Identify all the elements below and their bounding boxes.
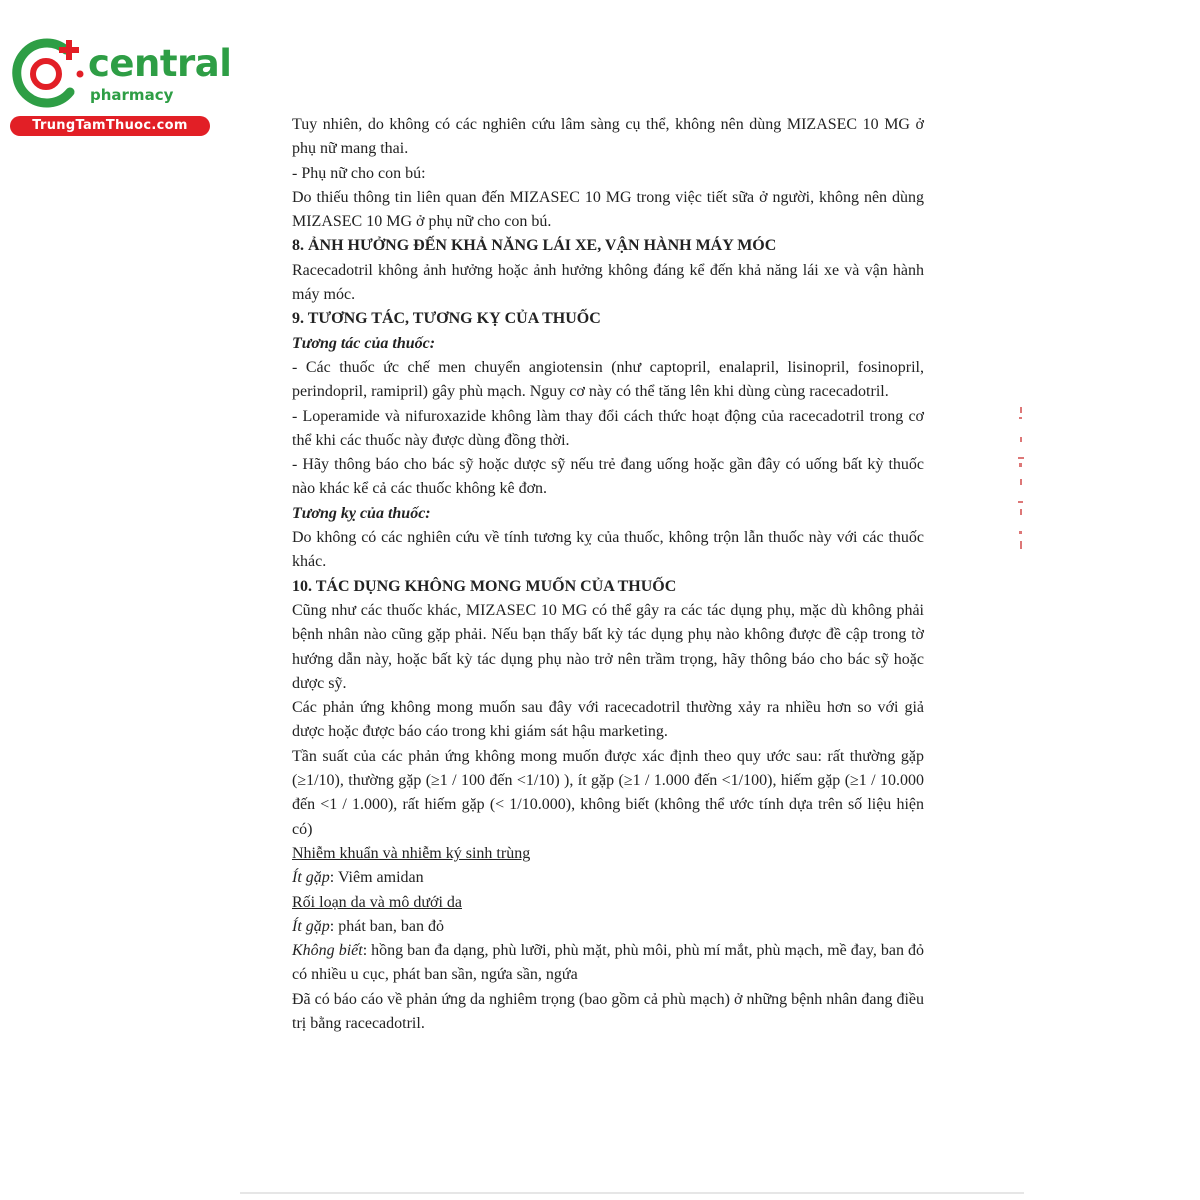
list-item-skin-uncommon	[292, 915, 924, 939]
paragraph-loperamide: - Loperamide và nifuroxazide không làm thay đổi cách thức hoạt động của racecadotril trong cơ thể khi các thuốc này được dùng đồng thời.	[292, 407, 924, 449]
subheading-incompatibilities: Tương kỵ của thuốc:	[292, 504, 431, 522]
paragraph-severe-skin-reactions: Đã có báo cáo về phản ứng da nghiêm trọng (bao gồm cả phù mạch) ở những bệnh nhân đang điều trị bằng racecadotril.	[292, 990, 924, 1032]
paragraph-breastfeeding: Do thiếu thông tin liên quan đến MIZASEC 10 MG trong việc tiết sữa ở người, không nên dùng MIZASEC 10 MG ở phụ nữ cho con bú.	[292, 188, 924, 231]
leaflet-text	[292, 113, 924, 1036]
paragraph-side-effects-reported: Các phản ứng không mong muốn sau đây với racecadotril thường xảy ra nhiều hơn so với giả dược hoặc được báo cáo trong khi giám sát hậu marketing.	[292, 699, 924, 741]
paragraph-incompatibility: Do không có các nghiên cứu về tính tương kỵ của thuốc, không trộn lẫn thuốc này với các thuốc khác.	[292, 529, 924, 571]
pharmacy-cross-logo-icon	[10, 36, 90, 112]
paragraph-driving: Racecadotril không ảnh hưởng hoặc ảnh hưởng không đáng kể đến khả năng lái xe và vận hành máy móc.	[292, 261, 924, 304]
heading-section-9: 9. TƯƠNG TÁC, TƯƠNG KỴ CỦA THUỐC	[292, 310, 601, 328]
frequency-label: Ít gặp	[292, 917, 330, 935]
paragraph-side-effects-intro: Cũng như các thuốc khác, MIZASEC 10 MG có thể gây ra các tác dụng phụ, mặc dù không phải bệnh nhân nào cũng gặp phải. Nếu bạn thấy bất kỳ tác dụng phụ nào không được đề cập trong tờ hướng dẫn này, hoặc bất kỳ tác dụng phụ nào trở nên trầm trọng, hãy thông báo cho bác sỹ hoặc dược sỹ.	[292, 601, 924, 692]
logo-website-badge[interactable]: TrungTamThuoc.com	[10, 116, 210, 136]
heading-section-10: 10. TÁC DỤNG KHÔNG MONG MUỐN CỦA THUỐC	[292, 577, 677, 595]
paragraph-ace-inhibitors: - Các thuốc ức chế men chuyển angiotensin (như captopril, enalapril, lisinopril, fosinopril, perindopril, ramipril) gây phù mạch. Nguy cơ này có thể tăng lên khi dùng cùng racecadotril.	[292, 358, 924, 401]
category-infections: Nhiễm khuẩn và nhiễm ký sinh trùng	[292, 844, 531, 862]
paragraph-frequency-convention: Tần suất của các phản ứng không mong muốn được xác định theo quy ước sau: rất thường gặp (≥1/10), thường gặp (≥1 / 100 đến <1/10) ), ít gặp (≥1 / 1.000 đến <1/100), hiếm gặp (≥1 / 10.000 đến <1 / 1.000), rất hiếm gặp (< 1/10.000), không biết (không thể ước tính dựa trên số liệu hiện có)	[292, 747, 924, 838]
frequency-label: Ít gặp	[292, 869, 330, 887]
pharmacy-logo[interactable]	[10, 36, 232, 136]
paragraph-breastfeeding-label: - Phụ nữ cho con bú:	[292, 164, 426, 182]
frequency-label: Không biết	[292, 942, 363, 960]
logo-brand-name: central	[88, 42, 232, 85]
effect-text: : hồng ban đa dạng, phù lưỡi, phù mặt, phù môi, phù mí mắt, phù mạch, mề đay, ban đỏ có nhiều u cục, phát ban sần, ngứa sần, ngứa	[292, 942, 924, 984]
page-edge	[240, 1192, 1024, 1194]
effect-text: : Viêm amidan	[329, 869, 424, 887]
logo-subtitle: pharmacy	[90, 86, 174, 104]
list-item-infections-uncommon	[292, 866, 924, 890]
paragraph-inform-doctor: - Hãy thông báo cho bác sỹ hoặc dược sỹ nếu trẻ đang uống hoặc gần đây có uống bất kỳ thuốc nào khác kể cả các thuốc không kê đơn.	[292, 456, 924, 498]
category-skin-disorders: Rối loạn da và mô dưới da	[292, 893, 462, 911]
paragraph-pregnancy: Tuy nhiên, do không có các nghiên cứu lâm sàng cụ thể, không nên dùng MIZASEC 10 MG ở phụ nữ mang thai.	[292, 116, 924, 158]
heading-section-8: 8. ẢNH HƯỞNG ĐẾN KHẢ NĂNG LÁI XE, VẬN HÀNH MÁY MÓC	[292, 237, 777, 255]
list-item-skin-unknown	[292, 939, 924, 988]
effect-text: : phát ban, ban đỏ	[329, 917, 444, 935]
margin-stamp-marks	[1014, 405, 1030, 555]
subheading-interactions: Tương tác của thuốc:	[292, 334, 436, 352]
